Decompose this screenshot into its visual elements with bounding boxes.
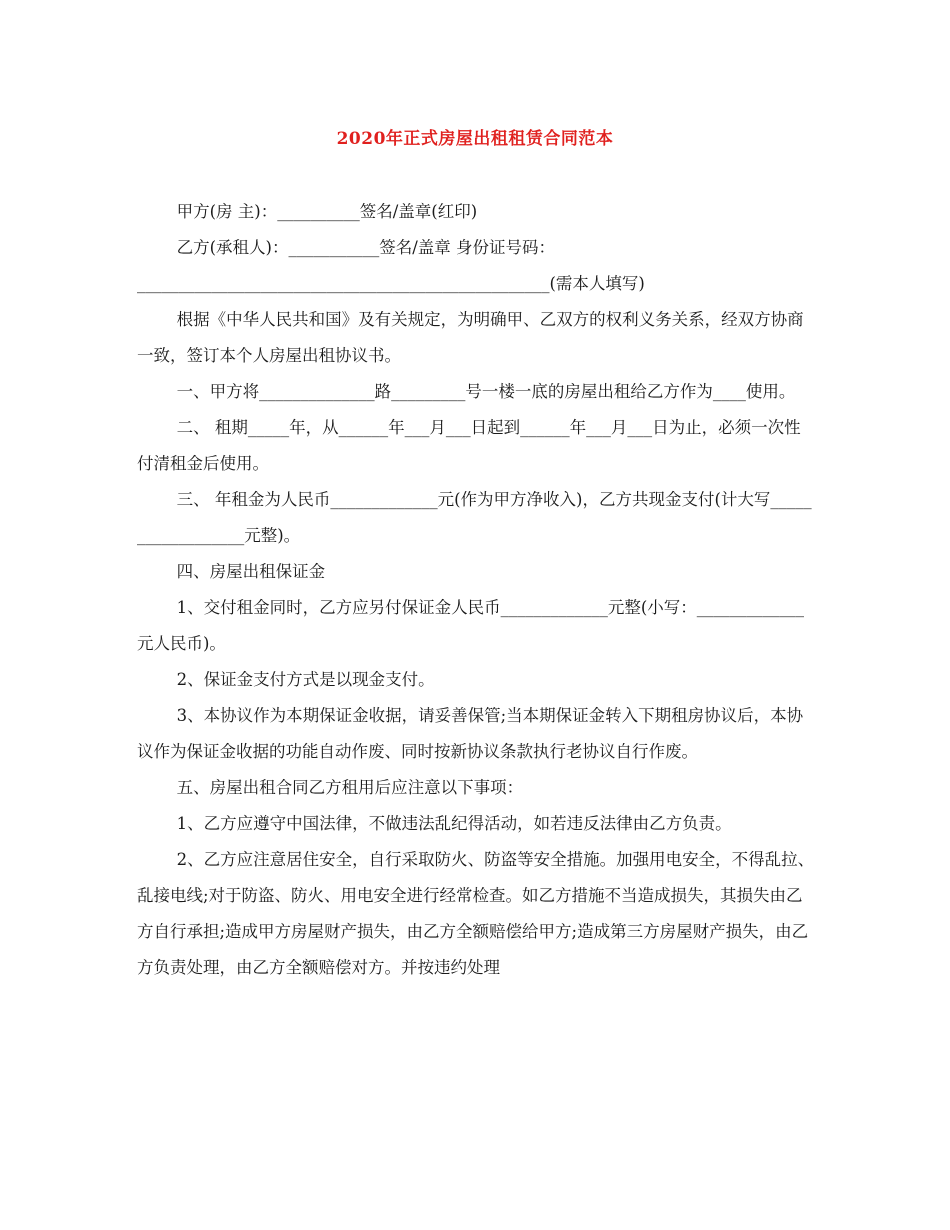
paragraph-landlord: 甲方(房 主)：__________签名/盖章(红印) xyxy=(176,202,478,221)
paragraph-notice-2: 2、乙方应注意居住安全，自行采取防火、防盗等安全措施。加强用电安全，不得乱拉、乱接电线;对于防盗、防火、用电安全进行经常检查。如乙方措施不当造成损失，其损失由乙方自行承担;造成甲方房屋财产损失，由乙方全额赔偿给甲方;造成第三方房屋财产损失，由乙方负责处理，由乙方全额赔偿对方。并按违约处理 xyxy=(137,850,815,977)
paragraph-clause-3: 三、 年租金为人民币_____________元(作为甲方净收入)，乙方共现金支付(计大写__________________元整)。 xyxy=(137,490,812,545)
paragraph-clause-4-heading: 四、房屋出租保证金 xyxy=(176,562,326,581)
paragraph-notice-1: 1、乙方应遵守中国法律，不做违法乱纪得活动，如若违反法律由乙方负责。 xyxy=(176,814,732,833)
paragraph-id-number-line: __________________________________________________(需本人填写) xyxy=(137,274,645,293)
document-body xyxy=(137,194,817,986)
paragraph-clause-1: 一、甲方将______________路_________号一楼一底的房屋出租给乙方作为____使用。 xyxy=(176,382,796,401)
paragraph-deposit-1: 1、交付租金同时，乙方应另付保证金人民币_____________元整(小写：_____________元人民币)。 xyxy=(137,598,805,653)
paragraph-deposit-2: 2、保证金支付方式是以现金支付。 xyxy=(176,670,435,689)
paragraph-preamble: 根据《中华人民共和国》及有关规定，为明确甲、乙双方的权利义务关系，经双方协商一致，签订本个人房屋出租协议书。 xyxy=(137,310,804,365)
document-title: 2020年正式房屋出租租赁合同范本 xyxy=(336,129,614,149)
paragraph-clause-2: 二、 租期_____年，从______年___月___日起到______年___月___日为止，必须一次性付清租金后使用。 xyxy=(137,418,801,473)
paragraph-deposit-3: 3、本协议作为本期保证金收据，请妥善保管;当本期保证金转入下期租房协议后，本协议作为保证金收据的功能自动作废、同时按新协议条款执行老协议自行作废。 xyxy=(137,706,804,761)
paragraph-tenant: 乙方(承租人)：___________签名/盖章 身份证号码： xyxy=(176,238,556,257)
paragraph-clause-5-heading: 五、房屋出租合同乙方租用后应注意以下事项： xyxy=(176,778,524,797)
